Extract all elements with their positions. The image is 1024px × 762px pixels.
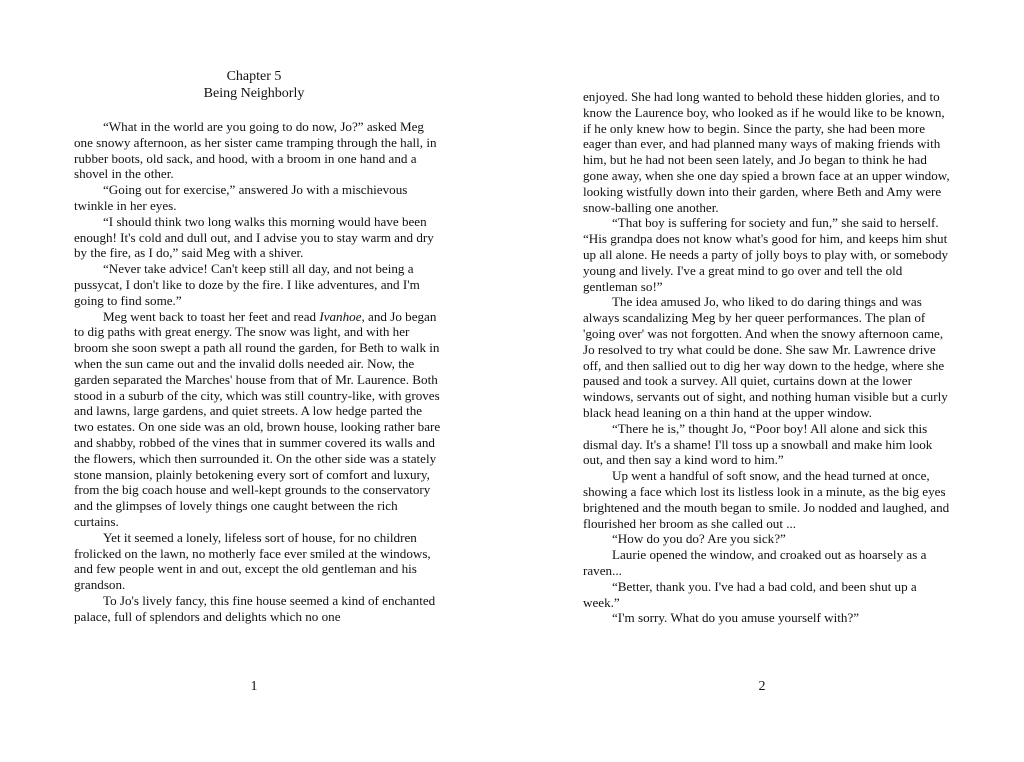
paragraph: “What in the world are you going to do now, Jo?” asked Meg one snowy afternoon, as her sister came tramping through the hall, in rubber boots, old sack, and hood, with a broom in one hand and a shovel in the other. [74,119,437,182]
paragraph: “I should think two long walks this morning would have been enough! It's cold and dull out, and I advise you to stay warm and dry by the fire, as I do,” said Meg with a shiver. [74,213,434,261]
paragraph: Up went a handful of soft snow, and the head turned at once, showing a face which lost its listless look in a minute, as the big eyes brightened and the mouth began to smile. Jo nodded and laughed, and flourished her broom as she called out ... [583,468,950,531]
chapter-heading [72,68,436,102]
page-number: 2 [758,679,766,694]
page-number: 1 [250,679,258,694]
paragraph: “There he is,” thought Jo, “Poor boy! All alone and sick this dismal day. It's a shame! I'll toss up a snowball and make him look out, and then say a kind word to him.” [583,420,933,468]
book-title-italic: Ivanhoe [319,308,362,324]
paragraph: Yet it seemed a lonely, lifeless sort of house, for no children frolicked on the lawn, no motherly face ever smiled at the windows, and few people went in and out, except the old gentleman and his grandson. [74,529,431,593]
left-page-text [74,119,442,625]
paragraph: Laurie opened the window, and croaked out as hoarsely as a raven... [583,547,927,578]
right-page [512,0,1024,762]
chapter-number: Chapter 5 [226,69,282,84]
paragraph: “Never take advice! Can't keep still all day, and not being a pussycat, I don't like to doze by the fire. I like adventures, and I'm going to find some.” [74,261,420,308]
paragraph: To Jo's lively fancy, this fine house seemed a kind of enchanted palace, full of splendors and delights which no one [74,592,436,624]
paragraph: The idea amused Jo, who liked to do daring things and was always scandalizing Meg by her queer performances. The plan of 'going over' was not forgotten. And when the snowy afternoon came, Jo resolved to try what could be done. She saw Mr. Lawrence drive off, and then sallied out to dig her way down to the hedge, where she paused and took a survey. All quiet, curtains down at the lower windows, servants out of sight, and nothing human visible but a curly black head leaning on a thin hand at the upper window. [583,294,948,420]
paragraph-continued: enjoyed. She had long wanted to behold these hidden glories, and to know the Laurence boy, who looked as if he would like to be known, if he only knew how to begin. Since the party, she had been more eager than ever, and had planned many ways of making friends with him, but he had not been seen lately, and Jo began to think he had gone away, when she one day spied a brown face at an upper window, looking wistfully down into their garden, where Beth and Amy were snow-balling one another. [583,89,950,215]
paragraph: “Going out for exercise,” answered Jo with a mischievous twinkle in her eyes. [74,182,408,213]
paragraph: “That boy is suffering for society and fun,” she said to herself. “His grandpa does not know what's good for him, and keeps him shut up all alone. He needs a party of jolly boys to play with, or somebody young and lively. I've a great mind to go over and tell the old gentleman so!” [583,215,949,294]
paragraph: “How do you do? Are you sick?” [612,531,786,547]
paragraph-ivanhoe: Meg went back to toast her feet and read Ivanhoe, and Jo began to dig paths with great energy. The snow was light, and with her broom she soon swept a path all round the garden, for Beth to walk in when the sun came out and the invalid dolls needed air. Now, the garden separated the Marches' house from that of Mr. Laurence. Both stood in a suburb of the city, which was still country-like, with groves and lawns, large gardens, and quiet streets. A low hedge parted the two estates. On one side was an old, brown house, looking rather bare and shabby, robbed of the vines that in summer covered its walls and the flowers, which then surrounded it. On the other side was a stately stone mansion, plainly betokening every sort of comfort and luxury, from the big coach house and well-kept grounds to the conservatory and the glimpses of lovely things one caught between the rich curtains. [74,308,441,529]
paragraph: “Better, thank you. I've had a bad cold, and been shut up a week.” [583,578,917,610]
chapter-title: Being Neighborly [203,86,305,101]
paragraph: “I'm sorry. What do you amuse yourself with?” [612,610,860,626]
right-page-text [583,89,951,626]
